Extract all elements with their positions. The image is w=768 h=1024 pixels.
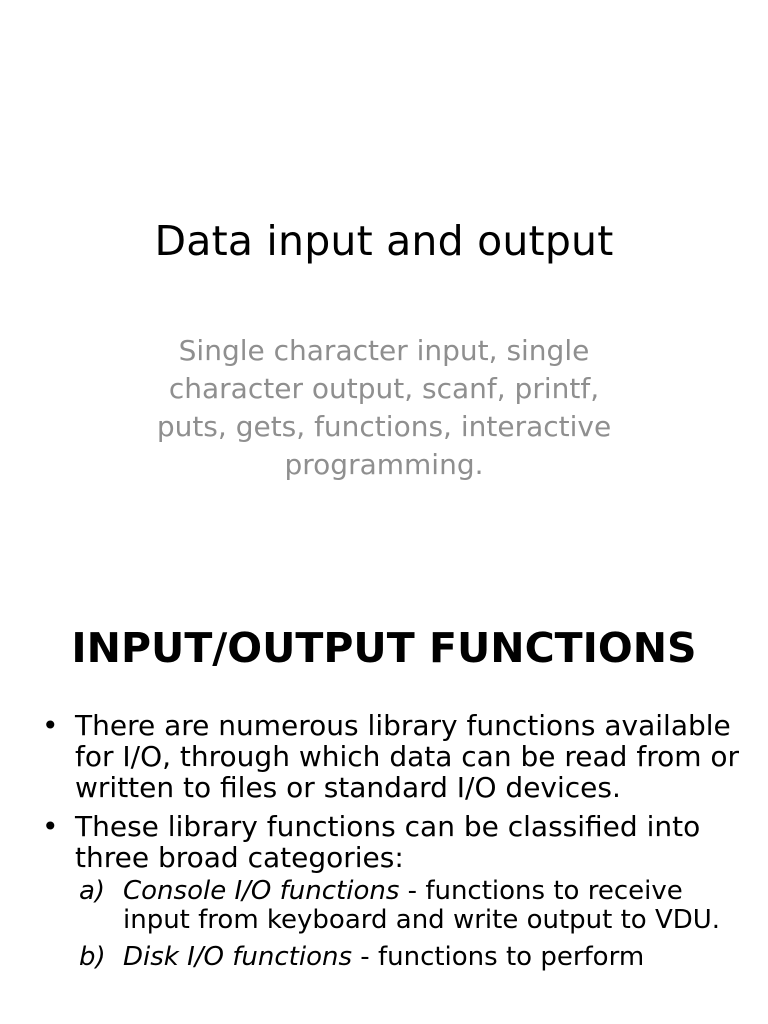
slide-title: Data input and output: [154, 217, 614, 265]
category-description: functions to receive input from keyboard and write output to VDU.: [123, 876, 721, 935]
category-separator: -: [352, 942, 378, 972]
bullet-text: These library functions can be classified into three broad categories:: [75, 810, 701, 874]
category-item: [75, 877, 742, 935]
bullet-dot-icon: •: [42, 810, 59, 843]
bullet-item: [42, 710, 742, 803]
slide-subtitle: Single character input, single character output, scanf, printf, puts, gets, functions, interactive programming.: [156, 334, 612, 481]
category-marker: b): [79, 942, 106, 972]
category-separator: -: [399, 876, 426, 906]
category-list: [75, 877, 742, 972]
bullet-list: [42, 710, 742, 980]
category-item: [75, 943, 742, 972]
category-term: Disk I/O functions: [123, 942, 353, 972]
bullet-item: [42, 811, 742, 972]
category-marker: a): [79, 876, 106, 906]
bullet-dot-icon: •: [42, 709, 59, 742]
category-description: functions to perform: [377, 942, 645, 972]
section-heading: INPUT/OUTPUT FUNCTIONS: [71, 624, 697, 672]
bullet-text: There are numerous library functions available for I/O, through which data can be read from or written to files or standard I/O devices.: [75, 709, 740, 804]
category-term: Console I/O functions: [123, 876, 400, 906]
